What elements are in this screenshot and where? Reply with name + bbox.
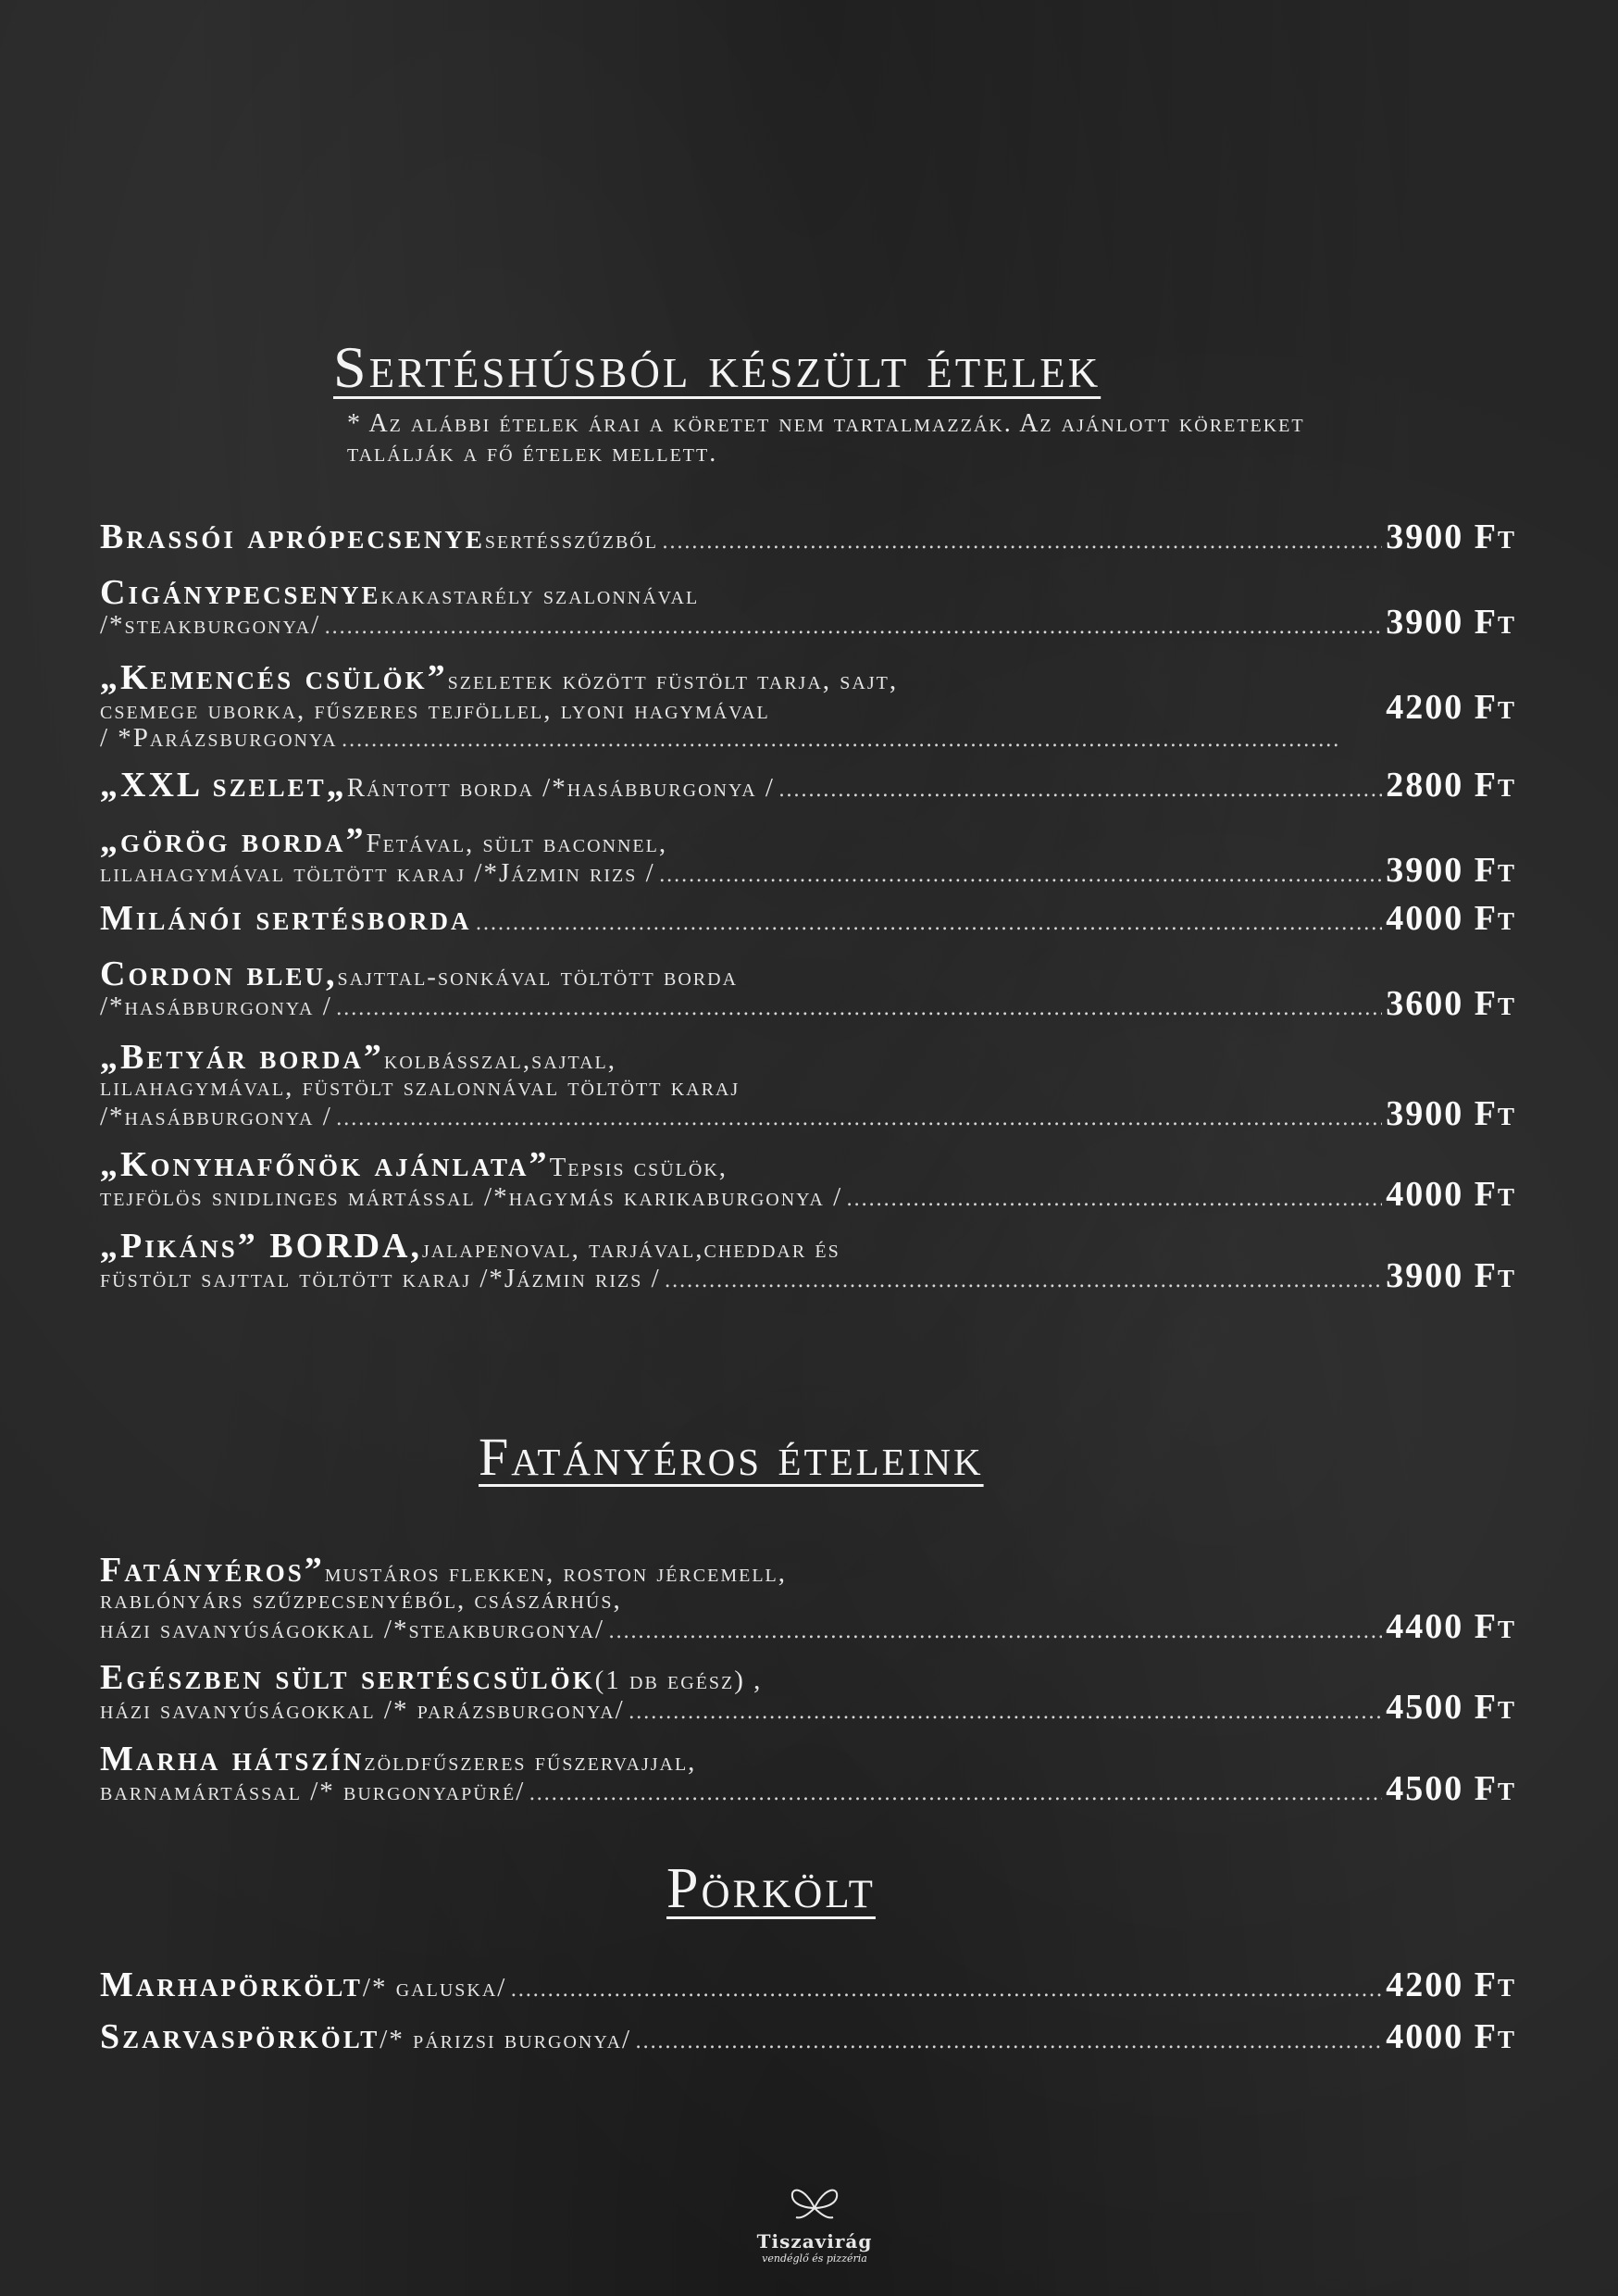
leader-dots: [510, 1974, 1382, 2003]
item-desc: /* galuska/: [362, 1973, 507, 2003]
section-title-fatanyeros: Fatányéros ételeink: [479, 1427, 984, 1487]
item-name: Fatányéros”: [100, 1551, 325, 1590]
leader-dots: [665, 1265, 1383, 1294]
item-desc-line: házi savanyúságokkal /* parázsburgonya/: [100, 1695, 625, 1725]
item-name: Cigánypecsenye: [100, 573, 381, 612]
item-price: 3900 Ft: [1386, 1094, 1516, 1133]
item-desc-line: füstölt sajttal töltött karaj /*Jázmin rizs /: [100, 1264, 661, 1293]
item-desc-line: csemege uborka, fűszeres tejföllel, lyoni hagymával: [100, 695, 770, 725]
item-name: Brassói aprópecsenye: [100, 518, 485, 556]
leader-dots: [608, 1616, 1382, 1645]
menu-item: [100, 821, 1516, 890]
pork-note: * Az alábbi ételek árai a köretet nem tartalmazzák. Az ajánlott köreteket találják a fő ételek mellett.: [347, 409, 1305, 468]
item-price: 4200 Ft: [1386, 1965, 1516, 2004]
item-desc-line: /*hasábburgonya /: [100, 1102, 332, 1131]
item-desc: kolbásszal,sajtal,: [383, 1045, 617, 1075]
menu-item: [100, 2017, 1516, 2056]
menu-item: [100, 658, 1516, 754]
item-name: „Betyár borda”: [100, 1038, 384, 1077]
menu-item: [100, 1551, 1516, 1646]
item-price: 3900 Ft: [1386, 603, 1516, 642]
item-desc-line: /*hasábburgonya /: [100, 992, 332, 1021]
item-name: Cordon bleu,: [100, 955, 338, 993]
item-price: 3600 Ft: [1386, 984, 1516, 1023]
item-price: 2800 Ft: [1386, 766, 1516, 805]
item-desc: mustáros flekken, roston jércemell,: [324, 1558, 787, 1588]
item-desc: Rántott borda /*hasábburgonya /: [346, 773, 775, 803]
logo-tagline: vendéglő és pizzéria: [762, 2252, 867, 2265]
item-desc: /* párizsi burgonya/: [380, 2025, 632, 2054]
item-price: 4000 Ft: [1386, 899, 1516, 938]
item-name: Szarvaspörkölt: [100, 2017, 380, 2056]
item-desc: sertésszűzből: [484, 525, 658, 555]
menu-item: [100, 766, 1516, 805]
item-name: Egészben sült sertéscsülök: [100, 1658, 595, 1697]
item-price: 4200 Ft: [1386, 688, 1516, 727]
menu-item: [100, 573, 1516, 642]
item-desc: Fetával, sült baconnel,: [366, 829, 668, 858]
leader-dots: [662, 526, 1382, 555]
item-name: „Pikáns” BORDA,: [100, 1227, 422, 1266]
leader-dots: [778, 774, 1382, 804]
leader-dots: [336, 992, 1382, 1022]
item-desc-line: tejfölös snidlinges mártással /*hagymás karikaburgonya /: [100, 1182, 843, 1212]
item-desc-line: barnamártással /* burgonyapüré/: [100, 1777, 526, 1806]
item-price: 4500 Ft: [1386, 1688, 1516, 1727]
item-desc-line: rablónyárs szűzpecsenyéből, császárhús,: [100, 1585, 622, 1615]
menu-item: [100, 899, 1516, 938]
menu-item: [100, 955, 1516, 1023]
leader-dots: [659, 859, 1383, 889]
item-name: „Konyhafőnök ajánlata”: [100, 1145, 550, 1184]
menu-item: [100, 1038, 1516, 1133]
item-name: „görög borda”: [100, 821, 367, 860]
item-price: 3900 Ft: [1386, 851, 1516, 890]
item-desc: zöldfűszeres fűszervajjal,: [364, 1747, 697, 1777]
section-title-pork: Sertéshúsból készült ételek: [333, 334, 1101, 400]
leader-dots: [846, 1183, 1382, 1213]
menu-item: [100, 1227, 1516, 1295]
leader-dots: [635, 2026, 1382, 2055]
section-title-porkolt: Pörkölt: [666, 1857, 876, 1920]
leader-dots: [629, 1696, 1383, 1726]
leader-dots: [324, 611, 1382, 641]
item-desc-line: / *Parázsburgonya: [100, 723, 338, 753]
item-desc: jalapenoval, tarjával,cheddar és: [421, 1234, 840, 1264]
item-desc: szeletek között füstölt tarja, sajt,: [447, 666, 899, 695]
menu-item: [100, 1740, 1516, 1808]
item-name: „Kemencés csülök”: [100, 658, 448, 697]
item-price: 3900 Ft: [1386, 518, 1516, 556]
item-name: „XXL szelet„: [100, 766, 347, 805]
butterfly-icon: [785, 2180, 844, 2225]
menu-item: [100, 1145, 1516, 1214]
item-name: Marhapörkölt: [100, 1965, 363, 2004]
item-name: Milánói sertésborda: [100, 899, 472, 938]
menu-item: [100, 1658, 1516, 1727]
leader-dots: [476, 907, 1383, 937]
item-price: 4000 Ft: [1386, 2017, 1516, 2056]
item-desc: sajttal-sonkával töltött borda: [337, 962, 739, 992]
menu-item: [100, 1965, 1516, 2004]
item-name: Marha hátszín: [100, 1740, 365, 1778]
logo: [741, 2180, 889, 2265]
item-price: 3900 Ft: [1386, 1256, 1516, 1295]
leader-dots: [529, 1778, 1382, 1807]
item-price: 4000 Ft: [1386, 1175, 1516, 1214]
item-desc: (1 db egész) ,: [594, 1666, 763, 1695]
item-desc-line: lilahagymával, füstölt szalonnával töltött karaj: [100, 1072, 741, 1102]
leader-dots: [342, 724, 1340, 754]
item-desc: kakastarély szalonnával: [380, 580, 700, 610]
item-desc-line: /*steakburgonya/: [100, 610, 321, 640]
item-price: 4400 Ft: [1386, 1607, 1516, 1646]
menu-item: [100, 518, 1516, 556]
item-desc-line: házi savanyúságokkal /*steakburgonya/: [100, 1615, 605, 1644]
item-desc-line: lilahagymával töltött karaj /*Jázmin rizs /: [100, 858, 655, 888]
logo-name: Tiszavirág: [756, 2230, 873, 2252]
leader-dots: [336, 1103, 1382, 1132]
item-desc: Tepsis csülök,: [549, 1153, 728, 1182]
item-price: 4500 Ft: [1386, 1769, 1516, 1808]
